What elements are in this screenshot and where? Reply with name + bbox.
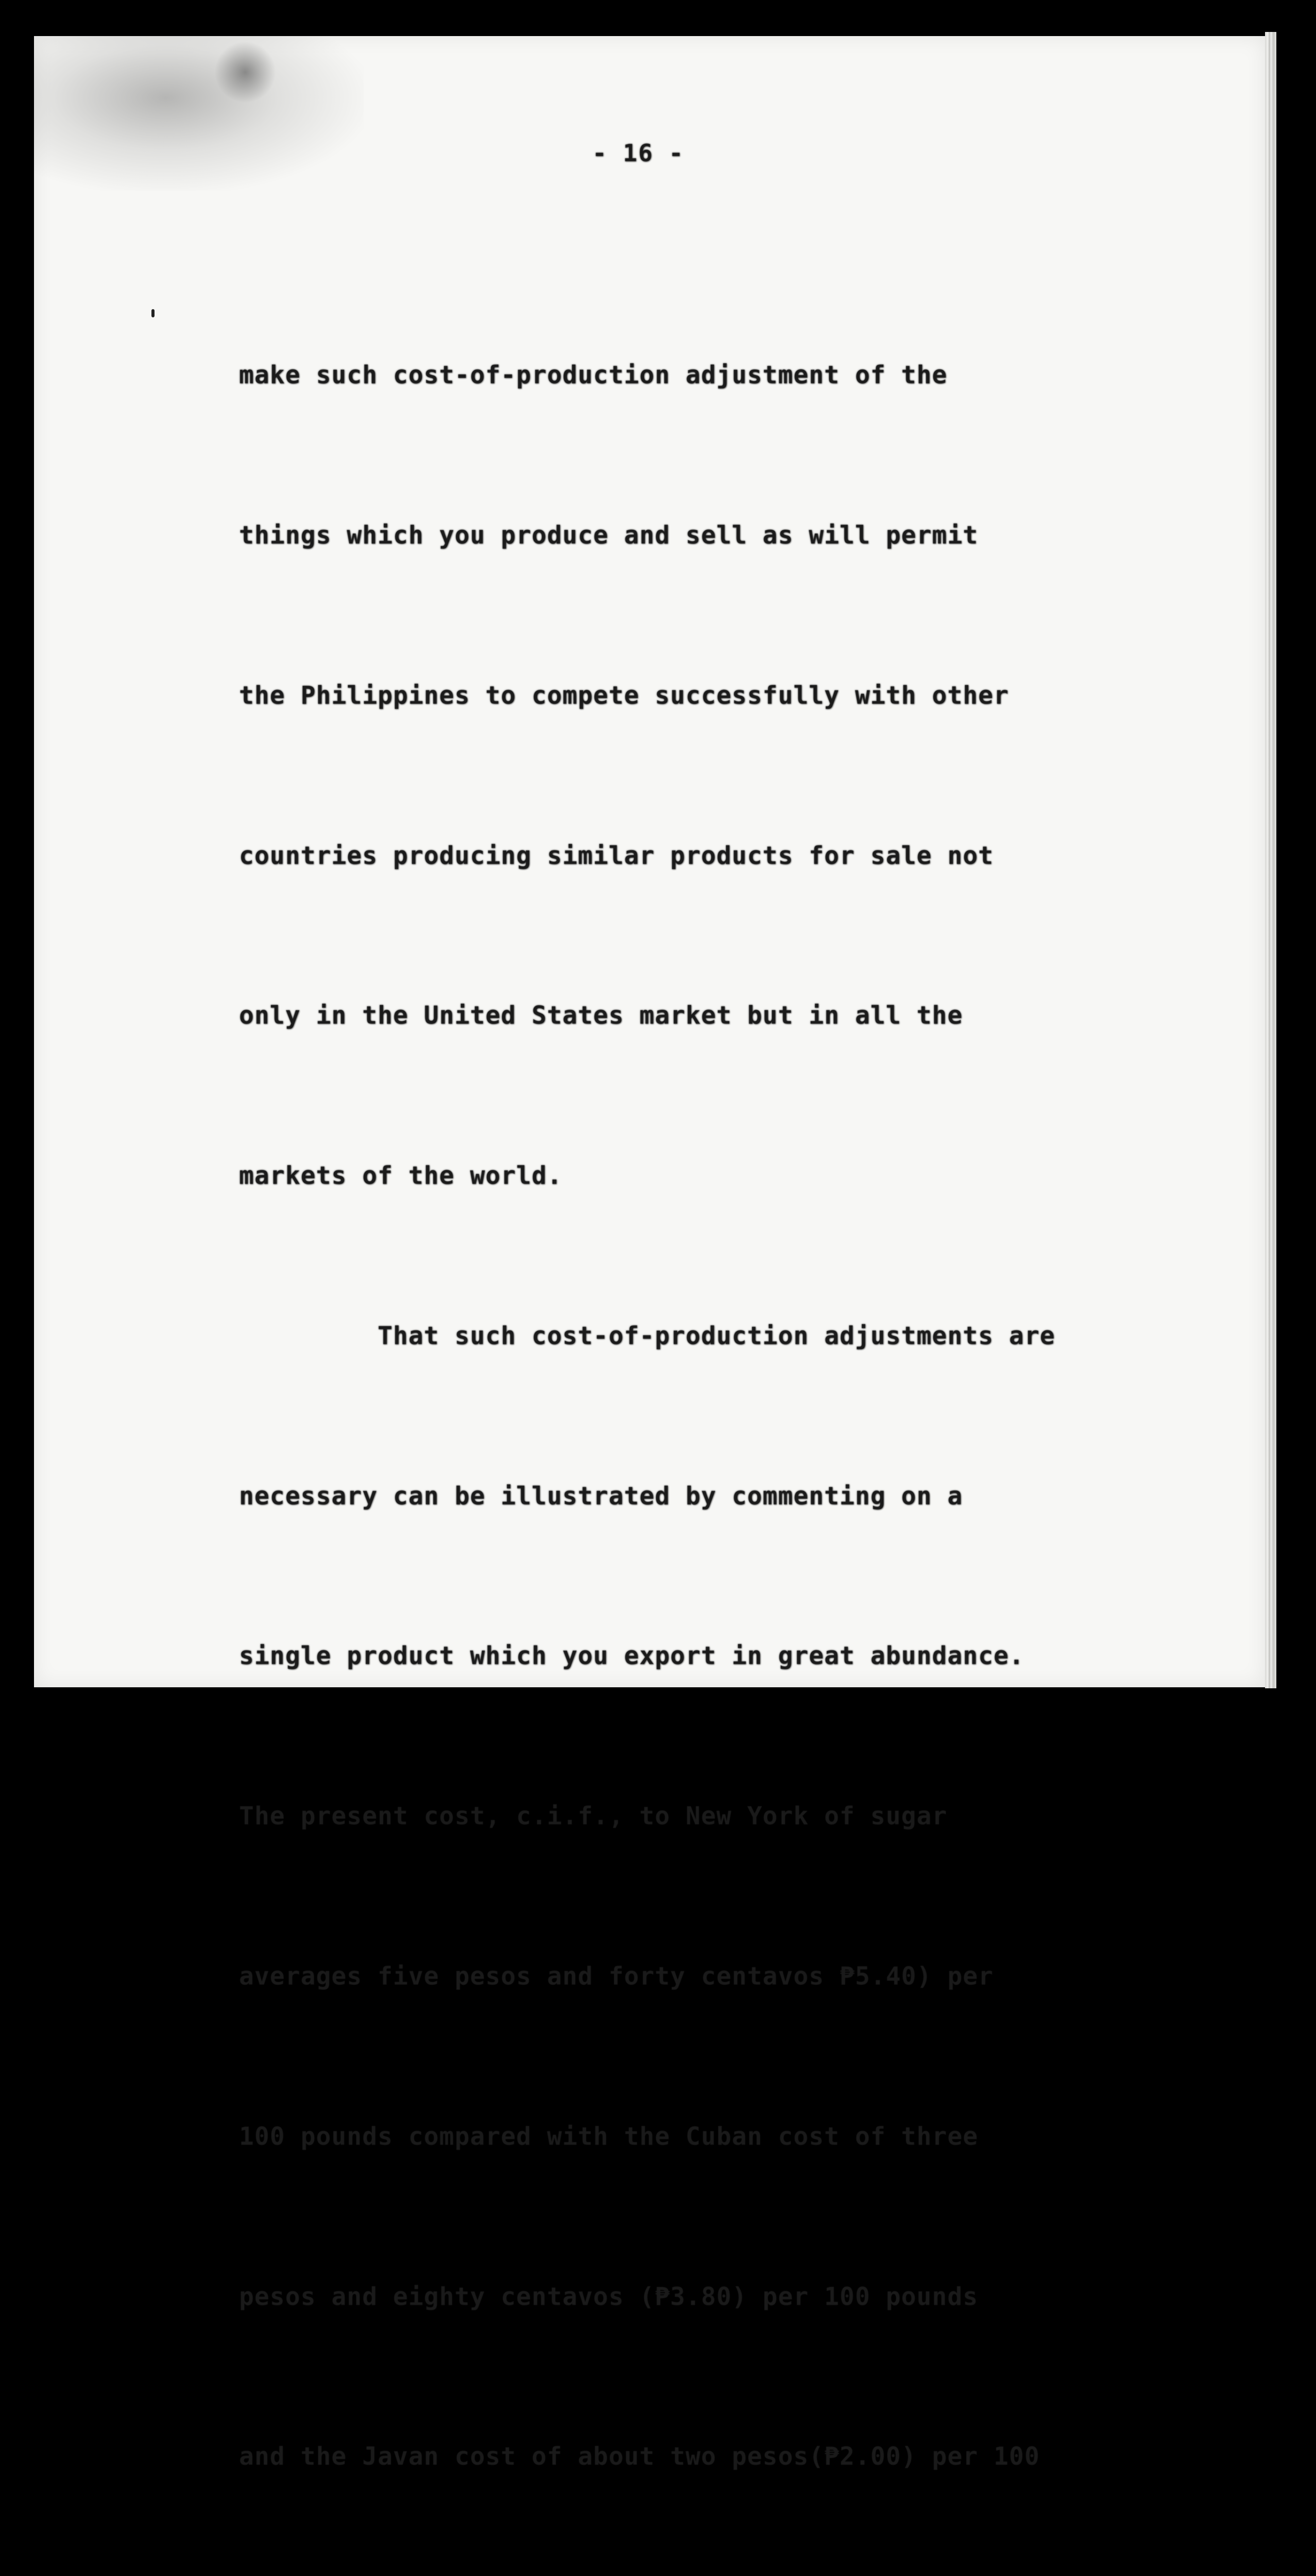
text-line: and the Javan cost of about two pesos(₱2.00) per 100 xyxy=(239,2442,1040,2471)
text-line: averages five pesos and forty centavos ₱5.40) per xyxy=(239,1962,994,1991)
text-line: only in the United States market but in all the xyxy=(239,1001,963,1030)
margin-mark xyxy=(151,309,155,317)
text-line: 100 pounds compared with the Cuban cost of three xyxy=(239,2122,979,2151)
text-line: things which you produce and sell as will permit xyxy=(239,520,979,550)
text-line: pesos and eighty centavos (₱3.80) per 100 pounds xyxy=(239,2282,979,2311)
text-line: countries producing similar products for sale not xyxy=(239,841,994,870)
text-line: markets of the world. xyxy=(239,1161,562,1191)
text-line: The present cost, c.i.f., to New York of sugar xyxy=(239,1802,948,1831)
ink-smudge xyxy=(34,36,364,191)
body-text xyxy=(239,242,1259,2576)
page-number: - 16 - xyxy=(592,139,685,167)
text-line: single product which you export in great abundance. xyxy=(239,1641,1024,1671)
text-line: necessary can be illustrated by commenting on a xyxy=(239,1481,963,1511)
text-line: make such cost-of-production adjustment of the xyxy=(239,361,948,390)
ink-stain xyxy=(214,41,276,103)
text-line: the Philippines to compete successfully with other xyxy=(239,681,1009,710)
stacked-page-edges xyxy=(1265,32,1276,1688)
text-line: That such cost-of-production adjustments are xyxy=(239,1321,1055,1350)
